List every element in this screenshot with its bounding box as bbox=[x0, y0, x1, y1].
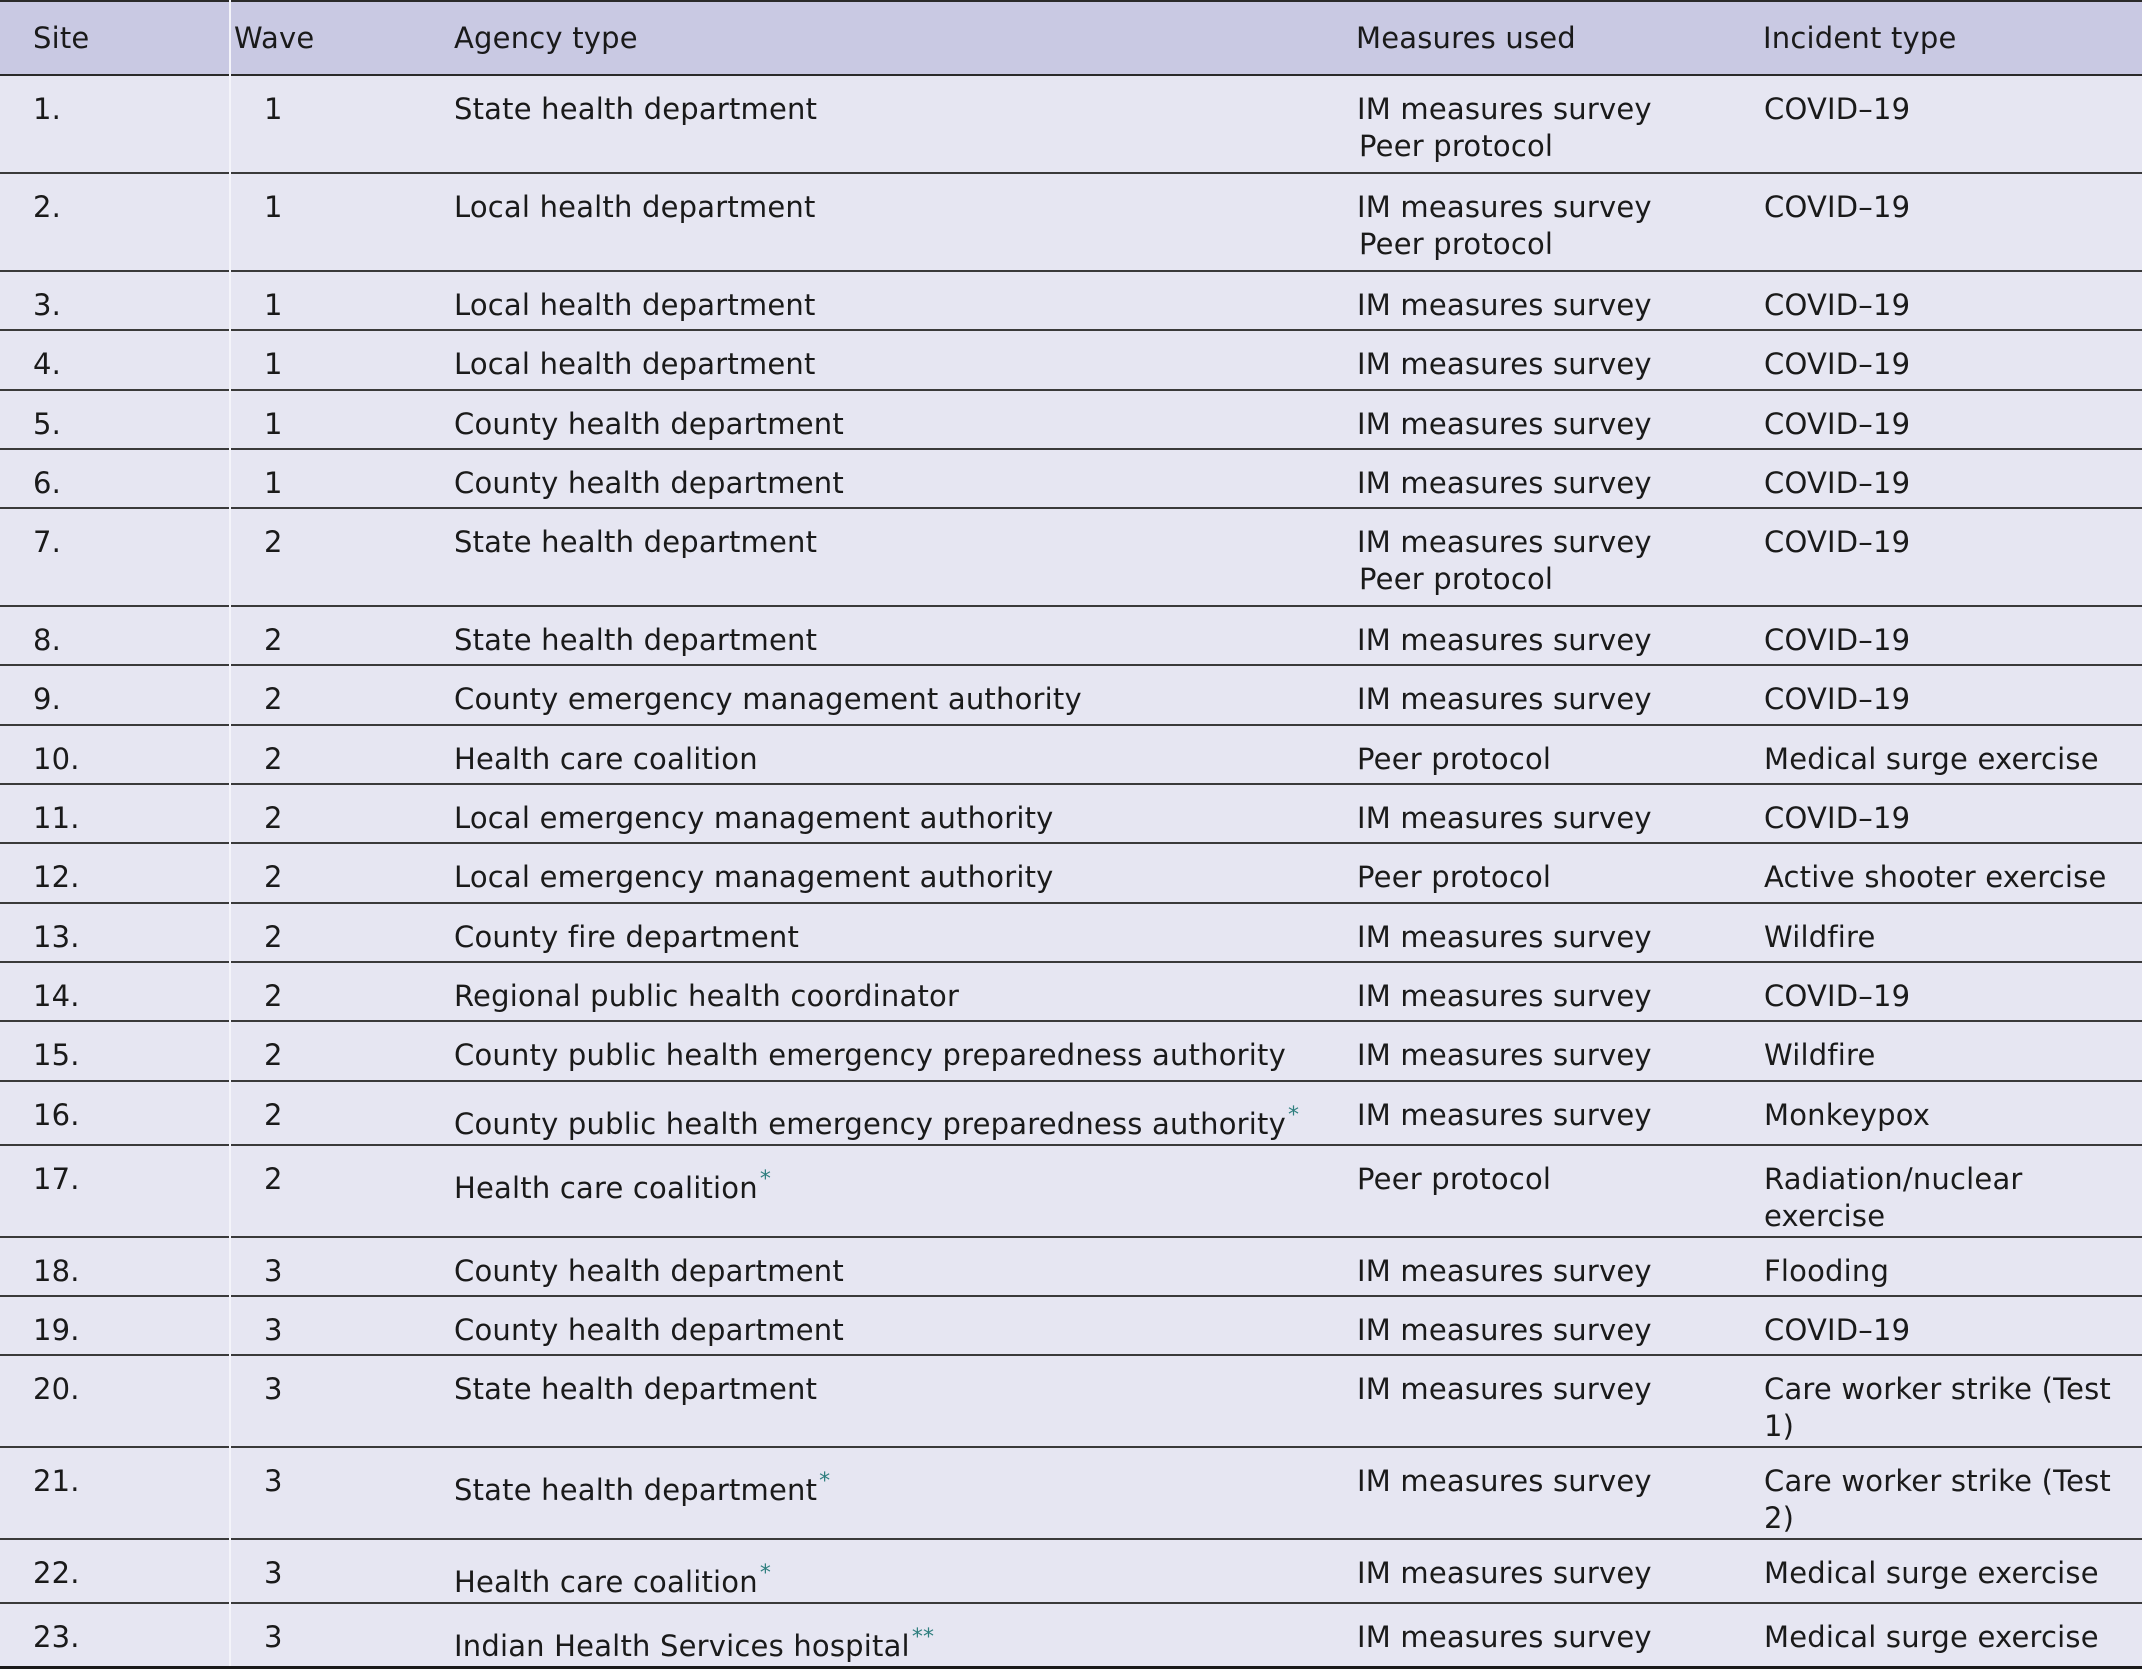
measure-item: IM measures survey bbox=[1357, 1464, 1652, 1499]
cell-measures-used bbox=[1356, 390, 1763, 449]
measure-item: IM measures survey bbox=[1357, 1312, 1652, 1347]
cell-agency-type bbox=[454, 843, 1356, 902]
cell-measures-used bbox=[1356, 784, 1763, 843]
cell-agency-type bbox=[454, 1145, 1356, 1237]
measure-item: IM measures survey bbox=[1357, 978, 1652, 1013]
cell-wave: 3 bbox=[264, 1556, 283, 1591]
cell-wave: 3 bbox=[264, 1312, 283, 1347]
cell-site: 1. bbox=[0, 75, 230, 173]
table-row bbox=[0, 784, 2142, 843]
header-incident-type: Incident type bbox=[1763, 21, 1957, 55]
measure-item: IM measures survey bbox=[1357, 919, 1652, 954]
cell-incident-type: COVID–19 bbox=[1764, 347, 1911, 382]
cell-wave: 2 bbox=[264, 623, 283, 658]
measure-item: IM measures survey bbox=[1357, 801, 1652, 836]
footnote-marker: * bbox=[819, 1469, 831, 1495]
agency-type-text: State health department bbox=[454, 525, 818, 560]
cell-wave: 2 bbox=[264, 801, 283, 836]
cell-site: 19. bbox=[0, 1296, 230, 1355]
cell-measures-used bbox=[1356, 1539, 1763, 1603]
measure-item: IM measures survey bbox=[1357, 465, 1652, 500]
cell-measures-used bbox=[1356, 1237, 1763, 1296]
cell-incident-type: COVID–19 bbox=[1764, 623, 1911, 658]
cell-wave: 2 bbox=[264, 741, 283, 776]
cell-agency-type bbox=[454, 1447, 1356, 1539]
cell-incident-type: COVID–19 bbox=[1764, 1312, 1911, 1347]
header-site: Site bbox=[0, 1, 230, 75]
cell-agency-type bbox=[454, 271, 1356, 330]
table-row bbox=[0, 271, 2142, 330]
agency-type-text: Regional public health coordinator bbox=[454, 978, 960, 1013]
agency-type-text: Local health department bbox=[454, 347, 816, 382]
cell-site: 6. bbox=[0, 449, 230, 508]
cell-wave: 2 bbox=[264, 919, 283, 954]
cell-measures-used bbox=[1356, 508, 1763, 606]
cell-wave: 2 bbox=[264, 1038, 283, 1073]
cell-agency-type bbox=[454, 606, 1356, 665]
cell-measures-used bbox=[1356, 903, 1763, 962]
cell-incident-type: Medical surge exercise bbox=[1764, 1556, 2099, 1591]
agency-type-text: County health department bbox=[454, 465, 844, 500]
cell-site: 7. bbox=[0, 508, 230, 606]
table-row bbox=[0, 1447, 2142, 1539]
cell-measures-used bbox=[1356, 1603, 1763, 1668]
cell-agency-type bbox=[454, 1237, 1356, 1296]
cell-agency-type bbox=[454, 962, 1356, 1021]
cell-measures-used bbox=[1356, 173, 1763, 271]
agency-type-text: County emergency management authority bbox=[454, 682, 1082, 717]
table-row bbox=[0, 508, 2142, 606]
table-row bbox=[0, 75, 2142, 173]
cell-wave: 3 bbox=[264, 1464, 283, 1499]
measure-item: IM measures survey bbox=[1357, 1097, 1652, 1132]
agency-type-text: Local emergency management authority bbox=[454, 860, 1054, 895]
cell-agency-type bbox=[454, 725, 1356, 784]
cell-wave: 1 bbox=[264, 347, 283, 382]
table-header bbox=[0, 1, 2142, 75]
cell-agency-type bbox=[454, 1603, 1356, 1668]
table-row bbox=[0, 962, 2142, 1021]
agency-type-text: Health care coalition bbox=[454, 741, 758, 776]
cell-wave: 1 bbox=[264, 288, 283, 322]
cell-measures-used bbox=[1356, 271, 1763, 330]
cell-wave: 2 bbox=[264, 525, 283, 560]
cell-wave: 1 bbox=[264, 406, 283, 441]
measure-item: IM measures survey bbox=[1357, 1038, 1652, 1073]
table-row bbox=[0, 665, 2142, 724]
agency-type-text: Indian Health Services hospital bbox=[454, 1629, 910, 1664]
table-row bbox=[0, 1021, 2142, 1080]
header-agency-type: Agency type bbox=[454, 21, 638, 55]
cell-site: 14. bbox=[0, 962, 230, 1021]
table-row bbox=[0, 843, 2142, 902]
cell-incident-type: Care worker strike (Test 1) bbox=[1764, 1372, 2111, 1444]
measure-item: IM measures survey bbox=[1357, 190, 1652, 224]
cell-measures-used bbox=[1356, 665, 1763, 724]
table-row bbox=[0, 449, 2142, 508]
cell-wave: 2 bbox=[264, 978, 283, 1013]
cell-site: 8. bbox=[0, 606, 230, 665]
cell-site: 18. bbox=[0, 1237, 230, 1296]
footnote-marker: * bbox=[1287, 1102, 1300, 1128]
cell-measures-used bbox=[1356, 843, 1763, 902]
cell-site: 4. bbox=[0, 330, 230, 389]
cell-incident-type: Active shooter exercise bbox=[1764, 860, 2107, 895]
cell-agency-type bbox=[454, 449, 1356, 508]
table-row bbox=[0, 1355, 2142, 1447]
agency-type-text: State health department bbox=[454, 92, 818, 126]
cell-agency-type bbox=[454, 1539, 1356, 1603]
cell-measures-used bbox=[1356, 725, 1763, 784]
cell-wave: 3 bbox=[264, 1372, 283, 1407]
cell-incident-type: Flooding bbox=[1764, 1253, 1890, 1288]
footnote-marker: * bbox=[759, 1561, 772, 1587]
header-measures-used: Measures used bbox=[1356, 21, 1576, 55]
cell-wave: 1 bbox=[264, 92, 283, 126]
cell-wave: 1 bbox=[264, 190, 283, 224]
measure-item: Peer protocol bbox=[1357, 741, 1552, 776]
measure-item: IM measures survey bbox=[1357, 92, 1652, 126]
measure-item: IM measures survey bbox=[1357, 623, 1652, 658]
cell-incident-type: COVID–19 bbox=[1764, 465, 1911, 500]
cell-agency-type bbox=[454, 784, 1356, 843]
cell-incident-type: COVID–19 bbox=[1764, 288, 1911, 322]
measure-item: Peer protocol bbox=[1359, 129, 1554, 163]
cell-site: 5. bbox=[0, 390, 230, 449]
cell-site: 20. bbox=[0, 1355, 230, 1447]
table-row bbox=[0, 606, 2142, 665]
measure-item: Peer protocol bbox=[1359, 562, 1554, 597]
table-row bbox=[0, 903, 2142, 962]
measure-item: IM measures survey bbox=[1357, 1372, 1652, 1407]
cell-agency-type bbox=[454, 1296, 1356, 1355]
cell-measures-used bbox=[1356, 1021, 1763, 1080]
agency-type-text: County health department bbox=[454, 1253, 844, 1288]
cell-incident-type: COVID–19 bbox=[1764, 190, 1911, 224]
cell-wave: 2 bbox=[264, 682, 283, 717]
cell-incident-type: Care worker strike (Test 2) bbox=[1764, 1464, 2111, 1536]
agency-type-text: State health department bbox=[454, 1473, 818, 1508]
agency-type-text: County public health emergency preparedness authority bbox=[454, 1038, 1286, 1073]
cell-incident-type: COVID–19 bbox=[1764, 801, 1911, 836]
measure-item: Peer protocol bbox=[1359, 227, 1554, 261]
agency-type-text: Local emergency management authority bbox=[454, 801, 1054, 836]
cell-agency-type bbox=[454, 1021, 1356, 1080]
cell-incident-type: COVID–19 bbox=[1764, 978, 1911, 1013]
cell-agency-type bbox=[454, 173, 1356, 271]
cell-site: 16. bbox=[0, 1081, 230, 1145]
measure-item: IM measures survey bbox=[1357, 1253, 1652, 1288]
cell-incident-type: COVID–19 bbox=[1764, 682, 1911, 717]
cell-incident-type: COVID–19 bbox=[1764, 525, 1911, 560]
cell-agency-type bbox=[454, 1355, 1356, 1447]
cell-site: 9. bbox=[0, 665, 230, 724]
cell-measures-used bbox=[1356, 1355, 1763, 1447]
cell-site: 22. bbox=[0, 1539, 230, 1603]
agency-type-text: State health department bbox=[454, 623, 818, 658]
cell-wave: 2 bbox=[264, 860, 283, 895]
cell-site: 17. bbox=[0, 1145, 230, 1237]
measure-item: Peer protocol bbox=[1357, 860, 1552, 895]
cell-incident-type: COVID–19 bbox=[1764, 92, 1911, 126]
table-row bbox=[0, 1603, 2142, 1668]
cell-wave: 3 bbox=[264, 1620, 283, 1655]
cell-agency-type bbox=[454, 903, 1356, 962]
cell-measures-used bbox=[1356, 330, 1763, 389]
cell-site: 11. bbox=[0, 784, 230, 843]
footnote-marker: * bbox=[759, 1166, 772, 1192]
table-row bbox=[0, 725, 2142, 784]
cell-measures-used bbox=[1356, 962, 1763, 1021]
table-row bbox=[0, 1145, 2142, 1237]
cell-wave: 2 bbox=[264, 1097, 283, 1132]
measure-item: IM measures survey bbox=[1357, 1556, 1652, 1591]
cell-agency-type bbox=[454, 75, 1356, 173]
cell-agency-type bbox=[454, 508, 1356, 606]
table-row bbox=[0, 390, 2142, 449]
cell-site: 15. bbox=[0, 1021, 230, 1080]
measure-item: IM measures survey bbox=[1357, 682, 1652, 717]
table-row bbox=[0, 1539, 2142, 1603]
cell-agency-type bbox=[454, 330, 1356, 389]
cell-site: 12. bbox=[0, 843, 230, 902]
cell-site: 21. bbox=[0, 1447, 230, 1539]
agency-type-text: Health care coalition bbox=[454, 1170, 758, 1205]
table-row bbox=[0, 1237, 2142, 1296]
measure-item: Peer protocol bbox=[1357, 1161, 1552, 1196]
agency-type-text: County public health emergency preparedness authority bbox=[454, 1106, 1286, 1141]
cell-measures-used bbox=[1356, 75, 1763, 173]
measure-item: IM measures survey bbox=[1357, 1620, 1652, 1655]
cell-wave: 2 bbox=[264, 1161, 283, 1196]
measure-item: IM measures survey bbox=[1357, 347, 1652, 382]
cell-incident-type: Medical surge exercise bbox=[1764, 1620, 2099, 1655]
cell-site: 2. bbox=[0, 173, 230, 271]
measure-item: IM measures survey bbox=[1357, 406, 1652, 441]
cell-site: 13. bbox=[0, 903, 230, 962]
cell-wave: 3 bbox=[264, 1253, 283, 1288]
cell-agency-type bbox=[454, 1081, 1356, 1145]
cell-measures-used bbox=[1356, 1145, 1763, 1237]
cell-measures-used bbox=[1356, 1296, 1763, 1355]
cell-measures-used bbox=[1356, 449, 1763, 508]
table-body bbox=[0, 75, 2142, 1668]
agency-type-text: County health department bbox=[454, 1312, 844, 1347]
cell-agency-type bbox=[454, 390, 1356, 449]
footnote-marker: ** bbox=[911, 1625, 935, 1651]
header-row bbox=[0, 1, 2142, 75]
cell-site: 10. bbox=[0, 725, 230, 784]
measure-item: IM measures survey bbox=[1357, 525, 1652, 560]
cell-incident-type: Wildfire bbox=[1764, 1038, 1876, 1073]
table-row bbox=[0, 330, 2142, 389]
cell-agency-type bbox=[454, 665, 1356, 724]
cell-incident-type: Radiation/nuclear exercise bbox=[1764, 1161, 2023, 1233]
cell-incident-type: Monkeypox bbox=[1764, 1097, 1931, 1132]
header-wave: Wave bbox=[234, 21, 315, 55]
measure-item: IM measures survey bbox=[1357, 288, 1652, 322]
cell-measures-used bbox=[1356, 1447, 1763, 1539]
agency-type-text: Health care coalition bbox=[454, 1565, 758, 1600]
cell-wave: 1 bbox=[264, 465, 283, 500]
cell-incident-type: COVID–19 bbox=[1764, 406, 1911, 441]
cell-measures-used bbox=[1356, 606, 1763, 665]
table-row bbox=[0, 1296, 2142, 1355]
cell-site: 23. bbox=[0, 1603, 230, 1668]
agency-type-text: Local health department bbox=[454, 288, 816, 322]
table-row bbox=[0, 173, 2142, 271]
cell-incident-type: Medical surge exercise bbox=[1764, 741, 2099, 776]
cell-incident-type: Wildfire bbox=[1764, 919, 1876, 954]
agency-type-text: County health department bbox=[454, 406, 844, 441]
agency-type-text: Local health department bbox=[454, 190, 816, 224]
agency-type-text: State health department bbox=[454, 1372, 818, 1407]
table-row bbox=[0, 1081, 2142, 1145]
agency-type-text: County fire department bbox=[454, 919, 800, 954]
cell-measures-used bbox=[1356, 1081, 1763, 1145]
cell-site: 3. bbox=[0, 271, 230, 330]
